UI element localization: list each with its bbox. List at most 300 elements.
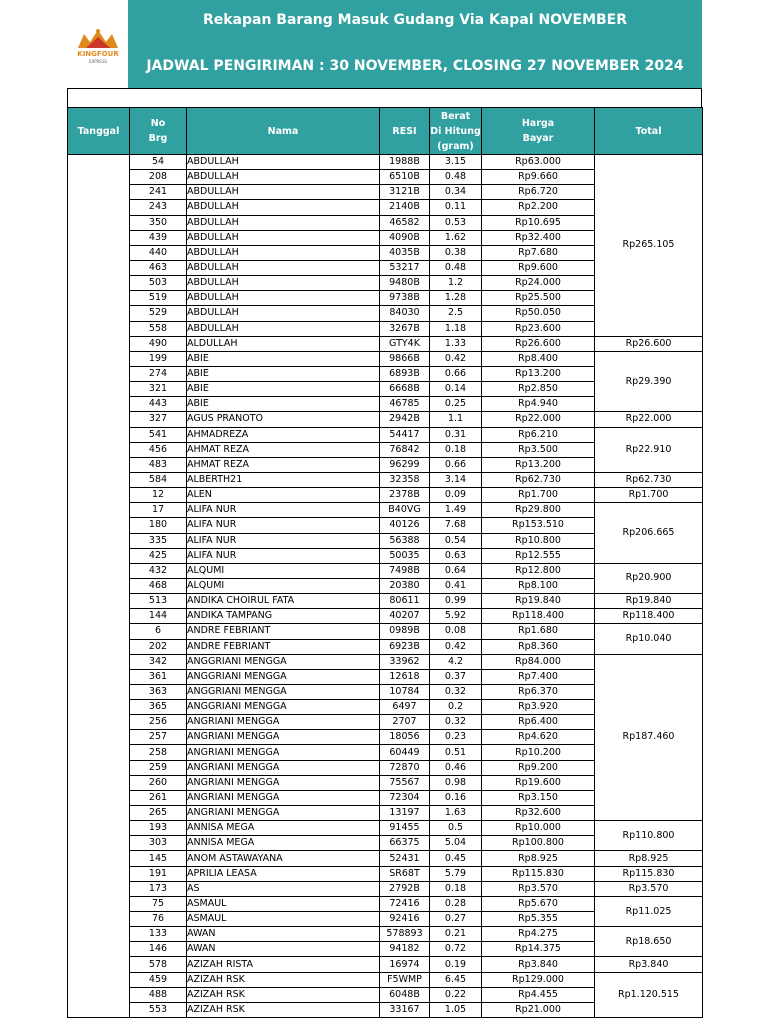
cell-berat: 0.08: [430, 624, 482, 639]
cell-total: Rp265.105: [595, 155, 703, 337]
cell-harga: Rp4.940: [482, 397, 595, 412]
cell-nama: ALIFA NUR: [187, 503, 380, 518]
cell-nama: ANGRIANI MENGGA: [187, 775, 380, 790]
cell-nama: ANOM ASTAWAYANA: [187, 851, 380, 866]
cell-nama: ANDRE FEBRIANT: [187, 639, 380, 654]
cell-berat: 0.19: [430, 957, 482, 972]
cell-nama: ANGRIANI MENGGA: [187, 760, 380, 775]
cell-resi: 32358: [380, 472, 430, 487]
cell-harga: Rp12.800: [482, 563, 595, 578]
cell-nama: ALQUMI: [187, 578, 380, 593]
cell-resi: 4090B: [380, 230, 430, 245]
cell-resi: 0989B: [380, 624, 430, 639]
cell-nama: ABDULLAH: [187, 170, 380, 185]
cell-resi: 3121B: [380, 185, 430, 200]
cell-resi: B40VG: [380, 503, 430, 518]
cell-nama: ANGGRIANI MENGGA: [187, 700, 380, 715]
cell-no-brg: 361: [130, 669, 187, 684]
cell-berat: 0.09: [430, 488, 482, 503]
cell-harga: Rp26.600: [482, 336, 595, 351]
cell-harga: Rp3.840: [482, 957, 595, 972]
cell-total: Rp206.665: [595, 503, 703, 564]
cell-nama: ANNISA MEGA: [187, 836, 380, 851]
table-row: [68, 563, 703, 578]
table-row: [68, 472, 703, 487]
cell-resi: 66375: [380, 836, 430, 851]
table-row: [68, 488, 703, 503]
cell-nama: ABDULLAH: [187, 185, 380, 200]
cell-no-brg: 144: [130, 609, 187, 624]
cell-berat: 0.66: [430, 457, 482, 472]
cell-resi: F5WMP: [380, 972, 430, 987]
cell-harga: Rp9.660: [482, 170, 595, 185]
cell-resi: 40207: [380, 609, 430, 624]
cell-nama: ABDULLAH: [187, 291, 380, 306]
cell-berat: 5.92: [430, 609, 482, 624]
cell-nama: ABDULLAH: [187, 276, 380, 291]
cell-no-brg: 241: [130, 185, 187, 200]
cell-resi: 54417: [380, 427, 430, 442]
cell-harga: Rp10.800: [482, 533, 595, 548]
cell-nama: AWAN: [187, 942, 380, 957]
cell-resi: 46785: [380, 397, 430, 412]
cell-harga: Rp3.150: [482, 790, 595, 805]
cell-no-brg: 12: [130, 488, 187, 503]
cell-nama: ABIE: [187, 366, 380, 381]
cell-berat: 0.27: [430, 912, 482, 927]
table-row: [68, 851, 703, 866]
cell-resi: 72304: [380, 790, 430, 805]
cell-harga: Rp62.730: [482, 472, 595, 487]
cell-harga: Rp1.680: [482, 624, 595, 639]
cell-no-brg: 425: [130, 548, 187, 563]
cell-no-brg: 274: [130, 366, 187, 381]
cell-harga: Rp32.600: [482, 806, 595, 821]
cell-harga: Rp3.500: [482, 442, 595, 457]
cell-nama: ABIE: [187, 397, 380, 412]
cell-nama: ANGRIANI MENGGA: [187, 730, 380, 745]
cell-harga: Rp9.600: [482, 260, 595, 275]
cell-no-brg: 173: [130, 881, 187, 896]
cell-no-brg: 529: [130, 306, 187, 321]
cell-resi: 75567: [380, 775, 430, 790]
cell-berat: 0.98: [430, 775, 482, 790]
cell-berat: 1.63: [430, 806, 482, 821]
cell-harga: Rp4.455: [482, 987, 595, 1002]
cell-resi: 2707: [380, 715, 430, 730]
column-header-berat: Berat Di Hitung (gram): [430, 108, 482, 155]
cell-berat: 1.18: [430, 321, 482, 336]
table-row: [68, 654, 703, 669]
cell-resi: 6893B: [380, 366, 430, 381]
cell-no-brg: 199: [130, 351, 187, 366]
cell-nama: ANGRIANI MENGGA: [187, 790, 380, 805]
cell-harga: Rp8.925: [482, 851, 595, 866]
cell-resi: 96299: [380, 457, 430, 472]
cell-berat: 0.38: [430, 245, 482, 260]
cell-berat: 5.79: [430, 866, 482, 881]
cell-berat: 0.48: [430, 170, 482, 185]
cell-no-brg: 193: [130, 821, 187, 836]
cell-no-brg: 503: [130, 276, 187, 291]
cell-berat: 0.28: [430, 896, 482, 911]
cell-harga: Rp7.400: [482, 669, 595, 684]
cell-no-brg: 490: [130, 336, 187, 351]
cell-nama: ANGGRIANI MENGGA: [187, 654, 380, 669]
cell-nama: ALEN: [187, 488, 380, 503]
column-header-no-brg: No Brg: [130, 108, 187, 155]
cell-no-brg: 243: [130, 200, 187, 215]
cell-nama: ANGRIANI MENGGA: [187, 806, 380, 821]
table-row: [68, 427, 703, 442]
title-banner: [128, 0, 702, 88]
cell-no-brg: 208: [130, 170, 187, 185]
cell-harga: Rp10.000: [482, 821, 595, 836]
cell-nama: ANGRIANI MENGGA: [187, 715, 380, 730]
cell-nama: ASMAUL: [187, 896, 380, 911]
cell-no-brg: 513: [130, 594, 187, 609]
cell-resi: 578893: [380, 927, 430, 942]
cell-harga: Rp2.200: [482, 200, 595, 215]
cell-harga: Rp3.570: [482, 881, 595, 896]
cell-nama: APRILIA LEASA: [187, 866, 380, 881]
cell-harga: Rp21.000: [482, 1002, 595, 1017]
cell-berat: 0.16: [430, 790, 482, 805]
cell-resi: 3267B: [380, 321, 430, 336]
cell-resi: 60449: [380, 745, 430, 760]
cell-total: Rp19.840: [595, 594, 703, 609]
cell-berat: 0.31: [430, 427, 482, 442]
cell-total: Rp115.830: [595, 866, 703, 881]
cell-berat: 0.66: [430, 366, 482, 381]
cell-no-brg: 350: [130, 215, 187, 230]
cell-harga: Rp10.200: [482, 745, 595, 760]
cell-berat: 0.72: [430, 942, 482, 957]
cell-berat: 0.23: [430, 730, 482, 745]
cell-harga: Rp13.200: [482, 457, 595, 472]
table-body: [68, 155, 703, 1018]
cell-nama: ALDULLAH: [187, 336, 380, 351]
table-row: [68, 624, 703, 639]
cell-resi: 1988B: [380, 155, 430, 170]
cell-nama: AHMADREZA: [187, 427, 380, 442]
cell-no-brg: 259: [130, 760, 187, 775]
cell-nama: ANGGRIANI MENGGA: [187, 669, 380, 684]
cell-no-brg: 558: [130, 321, 187, 336]
cell-harga: Rp4.275: [482, 927, 595, 942]
schedule-title: JADWAL PENGIRIMAN : 30 NOVEMBER, CLOSING 27 NOVEMBER 2024: [146, 58, 684, 74]
cell-no-brg: 327: [130, 412, 187, 427]
cell-harga: Rp14.375: [482, 942, 595, 957]
cell-harga: Rp8.360: [482, 639, 595, 654]
cell-nama: AZIZAH RSK: [187, 1002, 380, 1017]
cell-resi: 9480B: [380, 276, 430, 291]
cell-resi: 92416: [380, 912, 430, 927]
cell-harga: Rp5.355: [482, 912, 595, 927]
page-title: Rekapan Barang Masuk Gudang Via Kapal NOVEMBER: [202, 12, 628, 28]
table-row: [68, 821, 703, 836]
cell-resi: 2942B: [380, 412, 430, 427]
cell-no-brg: 443: [130, 397, 187, 412]
column-header-resi: RESI: [380, 108, 430, 155]
cell-resi: 6497: [380, 700, 430, 715]
cell-no-brg: 553: [130, 1002, 187, 1017]
cell-total: Rp29.390: [595, 351, 703, 412]
cell-berat: 0.22: [430, 987, 482, 1002]
cell-no-brg: 321: [130, 382, 187, 397]
table-row: [68, 957, 703, 972]
cell-resi: 7498B: [380, 563, 430, 578]
cell-berat: 0.48: [430, 260, 482, 275]
cell-berat: 0.18: [430, 442, 482, 457]
table-row: [68, 972, 703, 987]
cell-resi: SR68T: [380, 866, 430, 881]
crown-icon: [76, 28, 120, 50]
cell-no-brg: 342: [130, 654, 187, 669]
cell-nama: ANDIKA TAMPANG: [187, 609, 380, 624]
cell-berat: 0.53: [430, 215, 482, 230]
cell-harga: Rp7.680: [482, 245, 595, 260]
cell-no-brg: 303: [130, 836, 187, 851]
cell-harga: Rp63.000: [482, 155, 595, 170]
logo-subtext: EXPRESS: [88, 59, 108, 64]
cell-total: Rp110.800: [595, 821, 703, 851]
cell-total: Rp8.925: [595, 851, 703, 866]
cell-berat: 0.42: [430, 351, 482, 366]
cell-nama: ABIE: [187, 351, 380, 366]
cell-nama: AWAN: [187, 927, 380, 942]
cell-harga: Rp13.200: [482, 366, 595, 381]
cell-harga: Rp12.555: [482, 548, 595, 563]
cell-nama: ALBERTH21: [187, 472, 380, 487]
table-row: [68, 594, 703, 609]
cell-nama: ANGGRIANI MENGGA: [187, 684, 380, 699]
cell-no-brg: 365: [130, 700, 187, 715]
cell-berat: 0.14: [430, 382, 482, 397]
cell-nama: ABDULLAH: [187, 230, 380, 245]
cell-total: Rp1.120.515: [595, 972, 703, 1017]
cell-nama: ALQUMI: [187, 563, 380, 578]
cell-berat: 0.42: [430, 639, 482, 654]
cell-harga: Rp1.700: [482, 488, 595, 503]
cell-no-brg: 6: [130, 624, 187, 639]
cell-berat: 0.41: [430, 578, 482, 593]
cell-harga: Rp3.920: [482, 700, 595, 715]
cell-resi: 10784: [380, 684, 430, 699]
cell-nama: ABDULLAH: [187, 306, 380, 321]
cell-harga: Rp29.800: [482, 503, 595, 518]
cell-nama: ABDULLAH: [187, 215, 380, 230]
cell-no-brg: 257: [130, 730, 187, 745]
cell-harga: Rp84.000: [482, 654, 595, 669]
cell-resi: 46582: [380, 215, 430, 230]
cell-harga: Rp19.840: [482, 594, 595, 609]
cell-resi: 56388: [380, 533, 430, 548]
column-header-nama: Nama: [187, 108, 380, 155]
cell-total: Rp22.910: [595, 427, 703, 472]
cell-resi: 50035: [380, 548, 430, 563]
cell-no-brg: 76: [130, 912, 187, 927]
cell-nama: ABDULLAH: [187, 155, 380, 170]
cell-no-brg: 17: [130, 503, 187, 518]
cell-berat: 0.37: [430, 669, 482, 684]
cell-berat: 1.2: [430, 276, 482, 291]
cell-berat: 0.25: [430, 397, 482, 412]
cell-harga: Rp6.370: [482, 684, 595, 699]
cell-no-brg: 440: [130, 245, 187, 260]
cell-harga: Rp2.850: [482, 382, 595, 397]
cell-harga: Rp129.000: [482, 972, 595, 987]
cell-resi: 2140B: [380, 200, 430, 215]
company-logo: [68, 0, 128, 88]
cell-harga: Rp5.670: [482, 896, 595, 911]
cell-resi: 4035B: [380, 245, 430, 260]
cell-berat: 0.18: [430, 881, 482, 896]
cell-nama: ALIFA NUR: [187, 518, 380, 533]
cell-berat: 7.68: [430, 518, 482, 533]
table-row: [68, 336, 703, 351]
cell-berat: 1.33: [430, 336, 482, 351]
cell-resi: GTY4K: [380, 336, 430, 351]
cell-berat: 0.51: [430, 745, 482, 760]
cell-no-brg: 584: [130, 472, 187, 487]
cell-no-brg: 456: [130, 442, 187, 457]
cell-nama: ANDRE FEBRIANT: [187, 624, 380, 639]
cell-no-brg: 463: [130, 260, 187, 275]
cell-tanggal: [68, 155, 130, 1018]
cell-nama: ASMAUL: [187, 912, 380, 927]
cell-no-brg: 363: [130, 684, 187, 699]
cell-resi: 20380: [380, 578, 430, 593]
cell-no-brg: 180: [130, 518, 187, 533]
cell-harga: Rp6.720: [482, 185, 595, 200]
cell-nama: ABIE: [187, 382, 380, 397]
cell-berat: 3.15: [430, 155, 482, 170]
cell-resi: 6048B: [380, 987, 430, 1002]
cell-nama: AGUS PRANOTO: [187, 412, 380, 427]
cell-total: Rp26.600: [595, 336, 703, 351]
cell-harga: Rp22.000: [482, 412, 595, 427]
shipment-table: [67, 107, 703, 1018]
cell-nama: AHMAT REZA: [187, 442, 380, 457]
cell-nama: AS: [187, 881, 380, 896]
cell-harga: Rp8.100: [482, 578, 595, 593]
table-row: [68, 927, 703, 942]
cell-berat: 1.05: [430, 1002, 482, 1017]
cell-total: Rp187.460: [595, 654, 703, 821]
cell-no-brg: 265: [130, 806, 187, 821]
column-header-harga: Harga Bayar: [482, 108, 595, 155]
cell-berat: 1.49: [430, 503, 482, 518]
cell-berat: 0.21: [430, 927, 482, 942]
table-row: [68, 155, 703, 170]
cell-berat: 0.34: [430, 185, 482, 200]
table-row: [68, 503, 703, 518]
cell-berat: 0.32: [430, 684, 482, 699]
cell-nama: ALIFA NUR: [187, 533, 380, 548]
cell-resi: 2792B: [380, 881, 430, 896]
cell-resi: 9738B: [380, 291, 430, 306]
cell-nama: ABDULLAH: [187, 245, 380, 260]
cell-no-brg: 75: [130, 896, 187, 911]
cell-total: Rp10.040: [595, 624, 703, 654]
cell-no-brg: 256: [130, 715, 187, 730]
cell-harga: Rp32.400: [482, 230, 595, 245]
cell-total: Rp3.570: [595, 881, 703, 896]
cell-total: Rp20.900: [595, 563, 703, 593]
cell-nama: AZIZAH RISTA: [187, 957, 380, 972]
cell-berat: 4.2: [430, 654, 482, 669]
table-row: [68, 609, 703, 624]
cell-no-brg: 432: [130, 563, 187, 578]
cell-harga: Rp23.600: [482, 321, 595, 336]
cell-resi: 13197: [380, 806, 430, 821]
cell-no-brg: 258: [130, 745, 187, 760]
cell-berat: 6.45: [430, 972, 482, 987]
cell-berat: 0.2: [430, 700, 482, 715]
cell-berat: 5.04: [430, 836, 482, 851]
cell-harga: Rp25.500: [482, 291, 595, 306]
cell-nama: ANDIKA CHOIRUL FATA: [187, 594, 380, 609]
cell-no-brg: 541: [130, 427, 187, 442]
cell-no-brg: 54: [130, 155, 187, 170]
cell-no-brg: 459: [130, 972, 187, 987]
cell-no-brg: 146: [130, 942, 187, 957]
cell-harga: Rp115.830: [482, 866, 595, 881]
cell-berat: 0.64: [430, 563, 482, 578]
cell-berat: 1.1: [430, 412, 482, 427]
cell-harga: Rp9.200: [482, 760, 595, 775]
table-header-row: [68, 108, 703, 155]
cell-no-brg: 439: [130, 230, 187, 245]
cell-resi: 72416: [380, 896, 430, 911]
cell-no-brg: 145: [130, 851, 187, 866]
cell-no-brg: 260: [130, 775, 187, 790]
table-row: [68, 412, 703, 427]
column-header-tanggal: Tanggal: [68, 108, 130, 155]
cell-harga: Rp6.210: [482, 427, 595, 442]
cell-harga: Rp50.050: [482, 306, 595, 321]
cell-berat: 0.63: [430, 548, 482, 563]
table-row: [68, 881, 703, 896]
cell-harga: Rp118.400: [482, 609, 595, 624]
cell-harga: Rp6.400: [482, 715, 595, 730]
cell-total: Rp18.650: [595, 927, 703, 957]
cell-resi: 12618: [380, 669, 430, 684]
cell-harga: Rp4.620: [482, 730, 595, 745]
cell-total: Rp3.840: [595, 957, 703, 972]
cell-resi: 6510B: [380, 170, 430, 185]
cell-no-brg: 191: [130, 866, 187, 881]
cell-resi: 76842: [380, 442, 430, 457]
cell-resi: 2378B: [380, 488, 430, 503]
cell-berat: 1.28: [430, 291, 482, 306]
cell-total: Rp1.700: [595, 488, 703, 503]
cell-no-brg: 261: [130, 790, 187, 805]
cell-nama: AZIZAH RSK: [187, 987, 380, 1002]
cell-no-brg: 335: [130, 533, 187, 548]
cell-no-brg: 133: [130, 927, 187, 942]
cell-resi: 91455: [380, 821, 430, 836]
cell-nama: AZIZAH RSK: [187, 972, 380, 987]
cell-nama: ABDULLAH: [187, 260, 380, 275]
cell-harga: Rp8.400: [482, 351, 595, 366]
cell-nama: AHMAT REZA: [187, 457, 380, 472]
cell-resi: 33167: [380, 1002, 430, 1017]
cell-harga: Rp10.695: [482, 215, 595, 230]
cell-harga: Rp100.800: [482, 836, 595, 851]
cell-resi: 18056: [380, 730, 430, 745]
